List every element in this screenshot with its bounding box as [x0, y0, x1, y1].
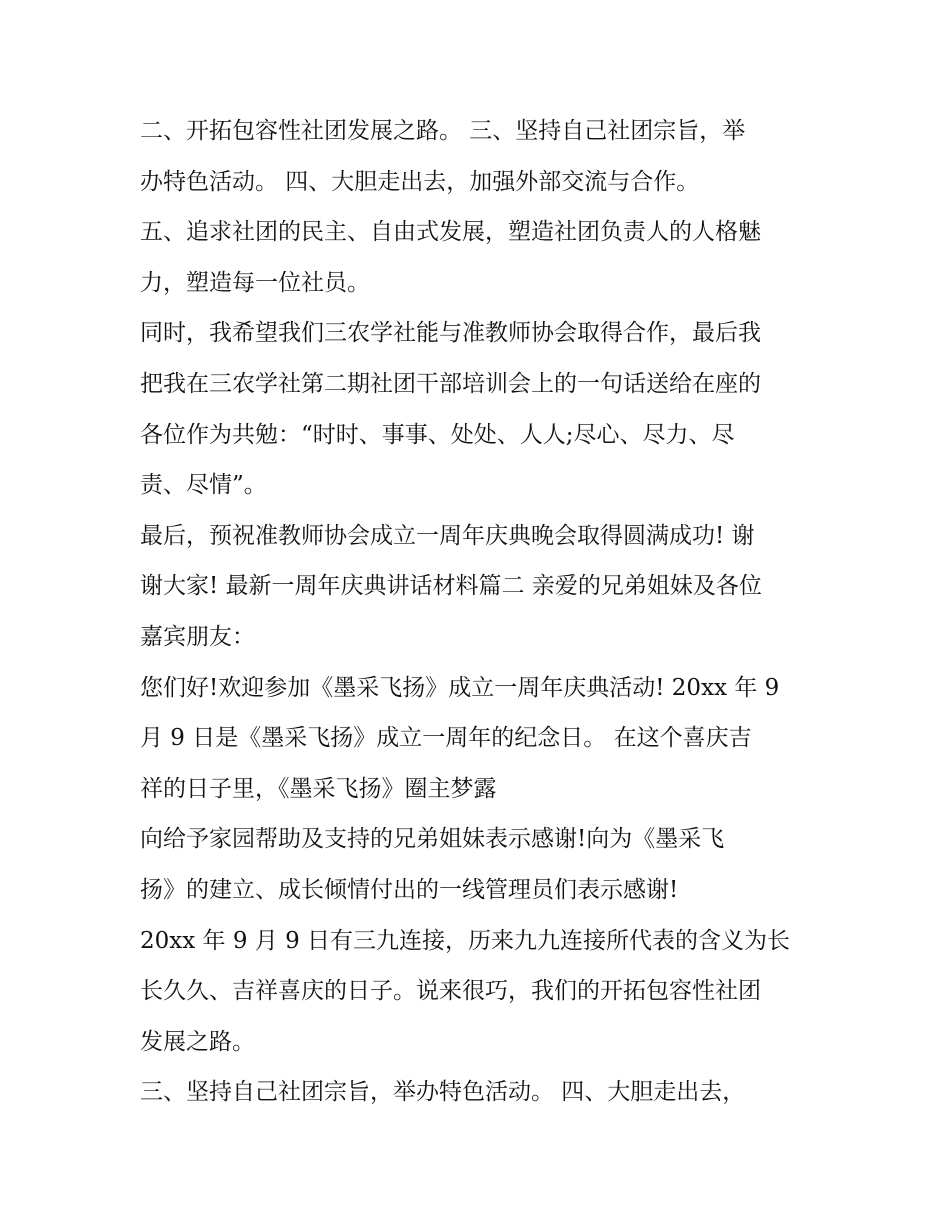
text-line: 同时，我希望我们三农学社能与准教师协会取得合作，最后我 — [140, 320, 761, 347]
text-line: 发展之路。 — [140, 1028, 255, 1055]
text-line: 扬》的建立、成长倾情付出的一线管理员们表示感谢! — [140, 876, 679, 903]
text-line: 各位作为共勉：“时时、事事、处处、人人;尽心、尽力、尽 — [140, 421, 735, 448]
text-line: 办特色活动。 四、大胆走出去，加强外部交流与合作。 — [140, 168, 700, 195]
text-line: 二、开拓包容性社团发展之路。 三、坚持自己社团宗旨，举 — [140, 118, 746, 144]
document-body — [140, 106, 820, 1118]
text-line: 三、坚持自己社团宗旨，举办特色活动。 四、大胆走出去， — [140, 1079, 746, 1106]
text-line: 五、追求社团的民主、自由式发展，塑造社团负责人的人格魅 — [140, 219, 761, 246]
text-line: 向给予家园帮助及支持的兄弟姐妹表示感谢!向为《墨采飞 — [140, 826, 725, 853]
text-line: 您们好!欢迎参加《墨采飞扬》成立一周年庆典活动! 20xx 年 9 — [140, 674, 780, 701]
text-line: 责、尽情”。 — [140, 472, 267, 499]
text-line: 祥的日子里，《墨采飞扬》圈主梦露 — [140, 775, 497, 802]
text-line: 谢大家! 最新一周年庆典讲话材料篇二 亲爱的兄弟姐妹及各位 — [140, 573, 762, 600]
text-line: 20xx 年 9 月 9 日有三九连接，历来九九连接所代表的含义为长 — [140, 927, 791, 954]
text-line: 力，塑造每一位社员。 — [140, 269, 370, 296]
text-line: 嘉宾朋友： — [140, 623, 255, 650]
text-line: 长久久、吉祥喜庆的日子。说来很巧，我们的开拓包容性社团 — [140, 978, 761, 1005]
text-line: 最后，预祝准教师协会成立一周年庆典晚会取得圆满成功! 谢 — [140, 522, 755, 549]
text-line: 把我在三农学社第二期社团干部培训会上的一句话送给在座的 — [140, 370, 761, 397]
text-line: 月 9 日是《墨采飞扬》成立一周年的纪念日。 在这个喜庆吉 — [140, 725, 752, 752]
